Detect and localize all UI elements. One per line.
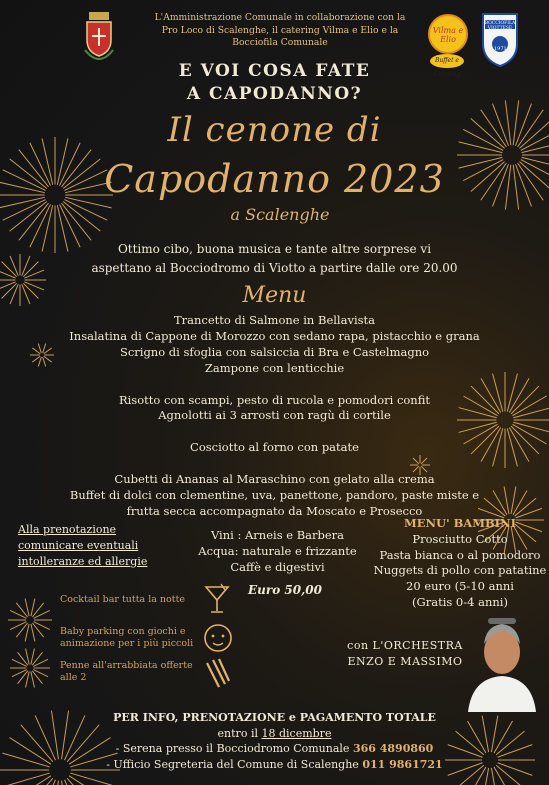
menu-item: Trancetto di Salmone in Bellavista: [173, 313, 376, 327]
cocktail-icon: [204, 583, 230, 615]
extra-penne: Penne all'arrabbiata offerte alle 2: [60, 660, 193, 683]
firework-ray: [10, 622, 26, 630]
firework-ray: [26, 672, 30, 688]
kids-menu: [370, 516, 549, 611]
menu-title: Menu: [242, 283, 307, 308]
firework-ray: [67, 778, 99, 785]
contact-serena-phone: 366 4890860: [352, 742, 434, 755]
drink-item: Caffè e digestivi: [230, 559, 325, 574]
contact-serena: [0, 741, 549, 757]
catering-logo-sub: Buffet e Catering: [430, 54, 464, 68]
firework-ray: [16, 603, 27, 617]
organizers-line: Bocciofila Comunale: [232, 37, 328, 48]
contact-office-phone: 011 9861721: [362, 757, 443, 771]
kids-menu-title: MENU' BAMBINI: [404, 516, 516, 530]
organizers-line: L'Amministrazione Comunale in collaborazione con la: [154, 12, 406, 23]
title-line-3: a Scalenghe: [230, 205, 330, 224]
firework-ray: [31, 624, 35, 642]
drink-item: Vini : Arneis e Barbera: [210, 528, 345, 542]
intro-line: aspettano al Bocciodromo di Viotto a partire dalle ore 20.00: [91, 261, 458, 275]
menu-list: [0, 313, 549, 520]
musician-photo: [462, 608, 542, 712]
kids-menu-item: Pasta bianca o al pomodoro: [379, 547, 541, 562]
kids-menu-item: 20 euro (5-10 anni: [406, 579, 514, 594]
price: Euro 50,00: [248, 583, 322, 597]
allergy-note: [18, 522, 147, 569]
organizers-note: [150, 12, 410, 50]
menu-item: Buffet di dolci con clementine, uva, panettone, pandoro, paste miste e: [69, 487, 480, 502]
menu-spacer: [0, 424, 549, 440]
firework-ray: [32, 603, 43, 617]
info-section: [0, 710, 549, 772]
orchestra-line: ENZO E MASSIMO: [347, 655, 463, 668]
firework-ray: [2, 773, 49, 785]
kids-menu-item: Nuggets di pollo con patatine: [373, 563, 547, 578]
firework-ray: [34, 622, 50, 630]
headline-line: A CAPODANNO?: [186, 84, 363, 104]
deadline-prefix: entro il: [217, 726, 262, 740]
bocciofila-logo-text: BOCCIOFILA VIOTTESE: [484, 21, 516, 31]
penne-icon: [203, 657, 233, 691]
menu-item: Cosciotto al forno con patate: [190, 440, 359, 455]
bocciofila-logo-year: 1971: [494, 46, 507, 52]
firework-ray: [70, 773, 117, 785]
extra-cocktail: Cocktail bar tutta la notte: [60, 594, 186, 605]
firework-ray: [31, 672, 35, 688]
menu-item: frutta secca accompagnato da Moscato e Prosecco: [126, 503, 423, 518]
menu-spacer: [0, 456, 549, 472]
menu-item: Insalatina di Cappone di Morozzo con sedano rapa, pistacchio e grana: [69, 328, 480, 343]
drink-item: Acqua: naturale e frizzante: [198, 543, 357, 558]
firework-ray: [10, 610, 26, 618]
title-line-1: Il cenone di: [167, 110, 382, 150]
title-line-2: Capodanno 2023: [104, 157, 445, 201]
firework-ray: [3, 200, 46, 221]
catering-logo: [428, 14, 468, 54]
firework-ray: [63, 202, 100, 232]
menu-item: Agnolotti ai 3 arrosti con ragù di cortile: [158, 408, 391, 423]
drinks-list: [185, 528, 370, 575]
firework-ray: [25, 624, 29, 642]
firework-ray: [32, 623, 43, 637]
allergy-line: intolleranze ed allergie: [18, 554, 148, 568]
menu-item: Risotto con scampi, pesto di rucola e pomodori confit: [118, 392, 431, 407]
firework-ray: [34, 610, 50, 618]
organizers-line: Pro Loco di Scalenghe, il catering Vilma e Elio e la: [161, 24, 399, 36]
extra-baby-parking: Baby parking con giochi e animazione per i più piccoli: [60, 626, 194, 649]
firework-ray: [26, 649, 30, 665]
firework-ray: [10, 776, 51, 785]
contact-office-text: - Ufficio Segreteria del Comune di Scalenghe: [106, 757, 359, 771]
headline: [0, 60, 549, 106]
info-deadline: [0, 726, 549, 742]
intro-line: Ottimo cibo, buona musica e tante altre sorprese vi: [117, 242, 432, 256]
catering-logo-text: Vilma e Elio: [432, 26, 464, 44]
headline-line: E VOI COSA FATE: [178, 61, 371, 81]
firework-ray: [25, 599, 29, 617]
menu-item: Scrigno di sfoglia con salsiccia di Bra e Castelmagno: [119, 344, 430, 359]
firework-ray: [21, 778, 53, 785]
info-title: PER INFO, PRENOTAZIONE e PAGAMENTO TOTALE: [113, 711, 436, 724]
deadline-date: 18 dicembre: [261, 726, 332, 740]
contact-serena-text: - Serena presso il Bocciodromo Comunale: [115, 742, 350, 755]
baby-face-icon: [201, 623, 235, 653]
menu-spacer: [0, 377, 549, 393]
orchestra-text: [340, 638, 470, 670]
orchestra-line: con L'ORCHESTRA: [347, 639, 463, 652]
firework-ray: [19, 203, 49, 240]
firework-ray: [31, 599, 35, 617]
allergy-line: Alla prenotazione: [18, 523, 117, 536]
menu-item: Cubetti di Ananas al Maraschino con gelato alla crema: [114, 472, 435, 487]
firework-ray: [62, 203, 92, 240]
firework-ray: [31, 649, 35, 665]
menu-item: Zampone con lenticchie: [204, 360, 345, 375]
contact-office: [0, 757, 549, 773]
firework-ray: [16, 623, 27, 637]
firework-ray: [10, 202, 47, 232]
intro-text: [0, 240, 549, 278]
firework-ray: [69, 776, 110, 785]
firework-ray: [64, 200, 107, 221]
kids-menu-item: (Gratis 0-4 anni): [412, 594, 508, 609]
allergy-line: comunicare eventuali: [18, 538, 139, 552]
kids-menu-item: Prosciutto Cotto: [412, 531, 508, 546]
